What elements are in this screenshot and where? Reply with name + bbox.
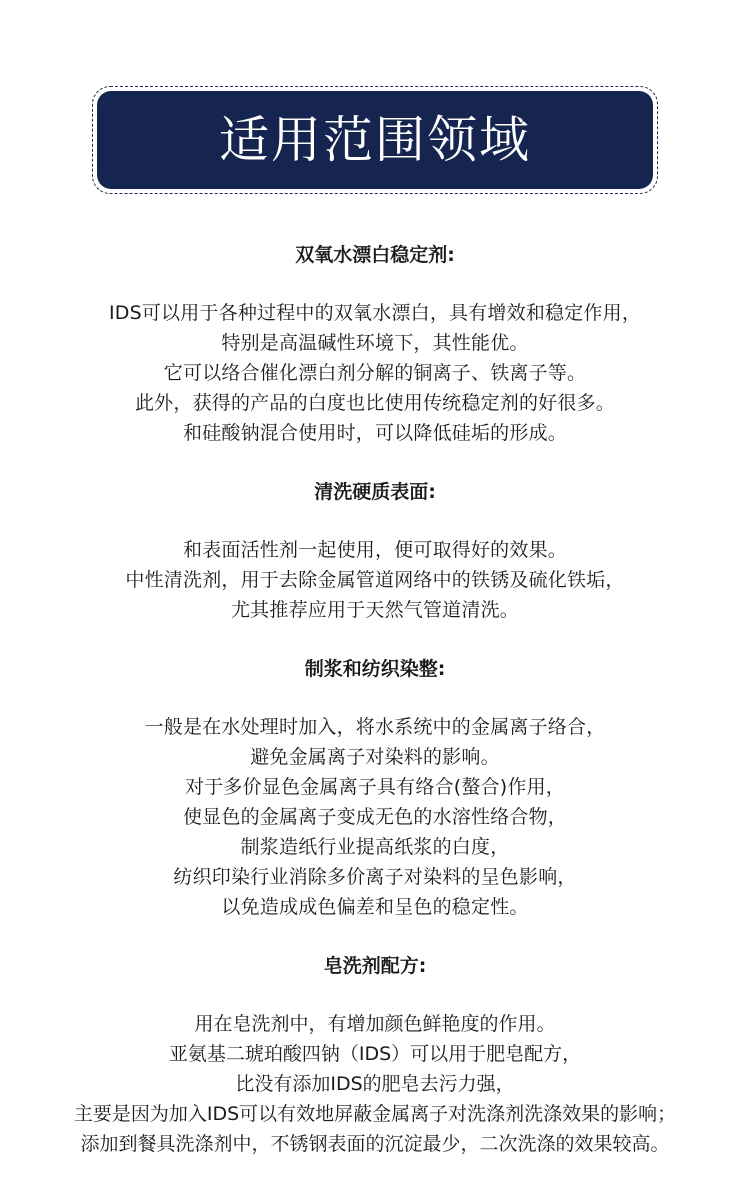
section-body (0, 712, 750, 922)
paragraph-line: 制浆造纸行业提高纸浆的白度， (240, 836, 510, 858)
paragraph-line: 对于多价显色金属离子具有络合(螯合)作用， (184, 776, 566, 798)
section-heading: 制浆和纺织染整: (304, 658, 446, 680)
paragraph-line: 主要是因为加入IDS可以有效地屏蔽金属离子对洗涤剂洗涤效果的影响； (73, 1103, 677, 1125)
paragraph-line: 以免造成成色偏差和呈色的稳定性。 (221, 896, 529, 918)
content-area (0, 240, 750, 1159)
section-body (0, 298, 750, 448)
section-hard-surface-cleaning (0, 477, 750, 625)
page-title: 适用范围领域 (219, 111, 531, 169)
section-body (0, 535, 750, 625)
section-pulp-textile-dyeing (0, 654, 750, 922)
paragraph-line: 添加到餐具洗涤剂中，不锈钢表面的沉淀最少，二次洗涤的效果较高。 (80, 1133, 670, 1155)
title-banner-frame (92, 86, 658, 194)
paragraph-line: 亚氨基二琥珀酸四钠（IDS）可以用于肥皂配方， (168, 1043, 582, 1065)
paragraph-line: 用在皂洗剂中，有增加颜色鲜艳度的作用。 (194, 1013, 556, 1035)
paragraph-line: 一般是在水处理时加入，将水系统中的金属离子络合， (144, 716, 606, 738)
section-soaping-agent-formula (0, 951, 750, 1159)
title-banner (97, 91, 653, 189)
paragraph-line: 此外，获得的产品的白度也比使用传统稳定剂的好很多。 (134, 392, 615, 414)
section-body (0, 1009, 750, 1159)
paragraph-line: 尤其推荐应用于天然气管道清洗。 (230, 599, 519, 621)
paragraph-line: 纺织印染行业消除多价离子对染料的呈色影响， (173, 866, 577, 888)
paragraph-line: 比没有添加IDS的肥皂去污力强， (235, 1073, 515, 1095)
section-heading: 清洗硬质表面: (314, 481, 436, 503)
section-heading: 皂洗剂配方: (323, 955, 427, 977)
section-bleach-stabilizer (0, 240, 750, 448)
paragraph-line: 避免金属离子对染料的影响。 (250, 746, 500, 768)
section-heading: 双氧水漂白稳定剂: (295, 244, 455, 266)
paragraph-line: 和硅酸钠混合使用时，可以降低硅垢的形成。 (182, 422, 567, 444)
paragraph-line: 和表面活性剂一起使用，便可取得好的效果。 (182, 539, 567, 561)
paragraph-line: IDS可以用于各种过程中的双氧水漂白，具有增效和稳定作用， (108, 302, 642, 324)
paragraph-line: 特别是高温碱性环境下，其性能优。 (221, 332, 529, 354)
paragraph-line: 中性清洗剂，用于去除金属管道网络中的铁锈及硫化铁垢， (125, 569, 625, 591)
paragraph-line: 使显色的金属离子变成无色的水溶性络合物， (182, 806, 567, 828)
paragraph-line: 它可以络合催化漂白剂分解的铜离子、铁离子等。 (163, 362, 587, 384)
